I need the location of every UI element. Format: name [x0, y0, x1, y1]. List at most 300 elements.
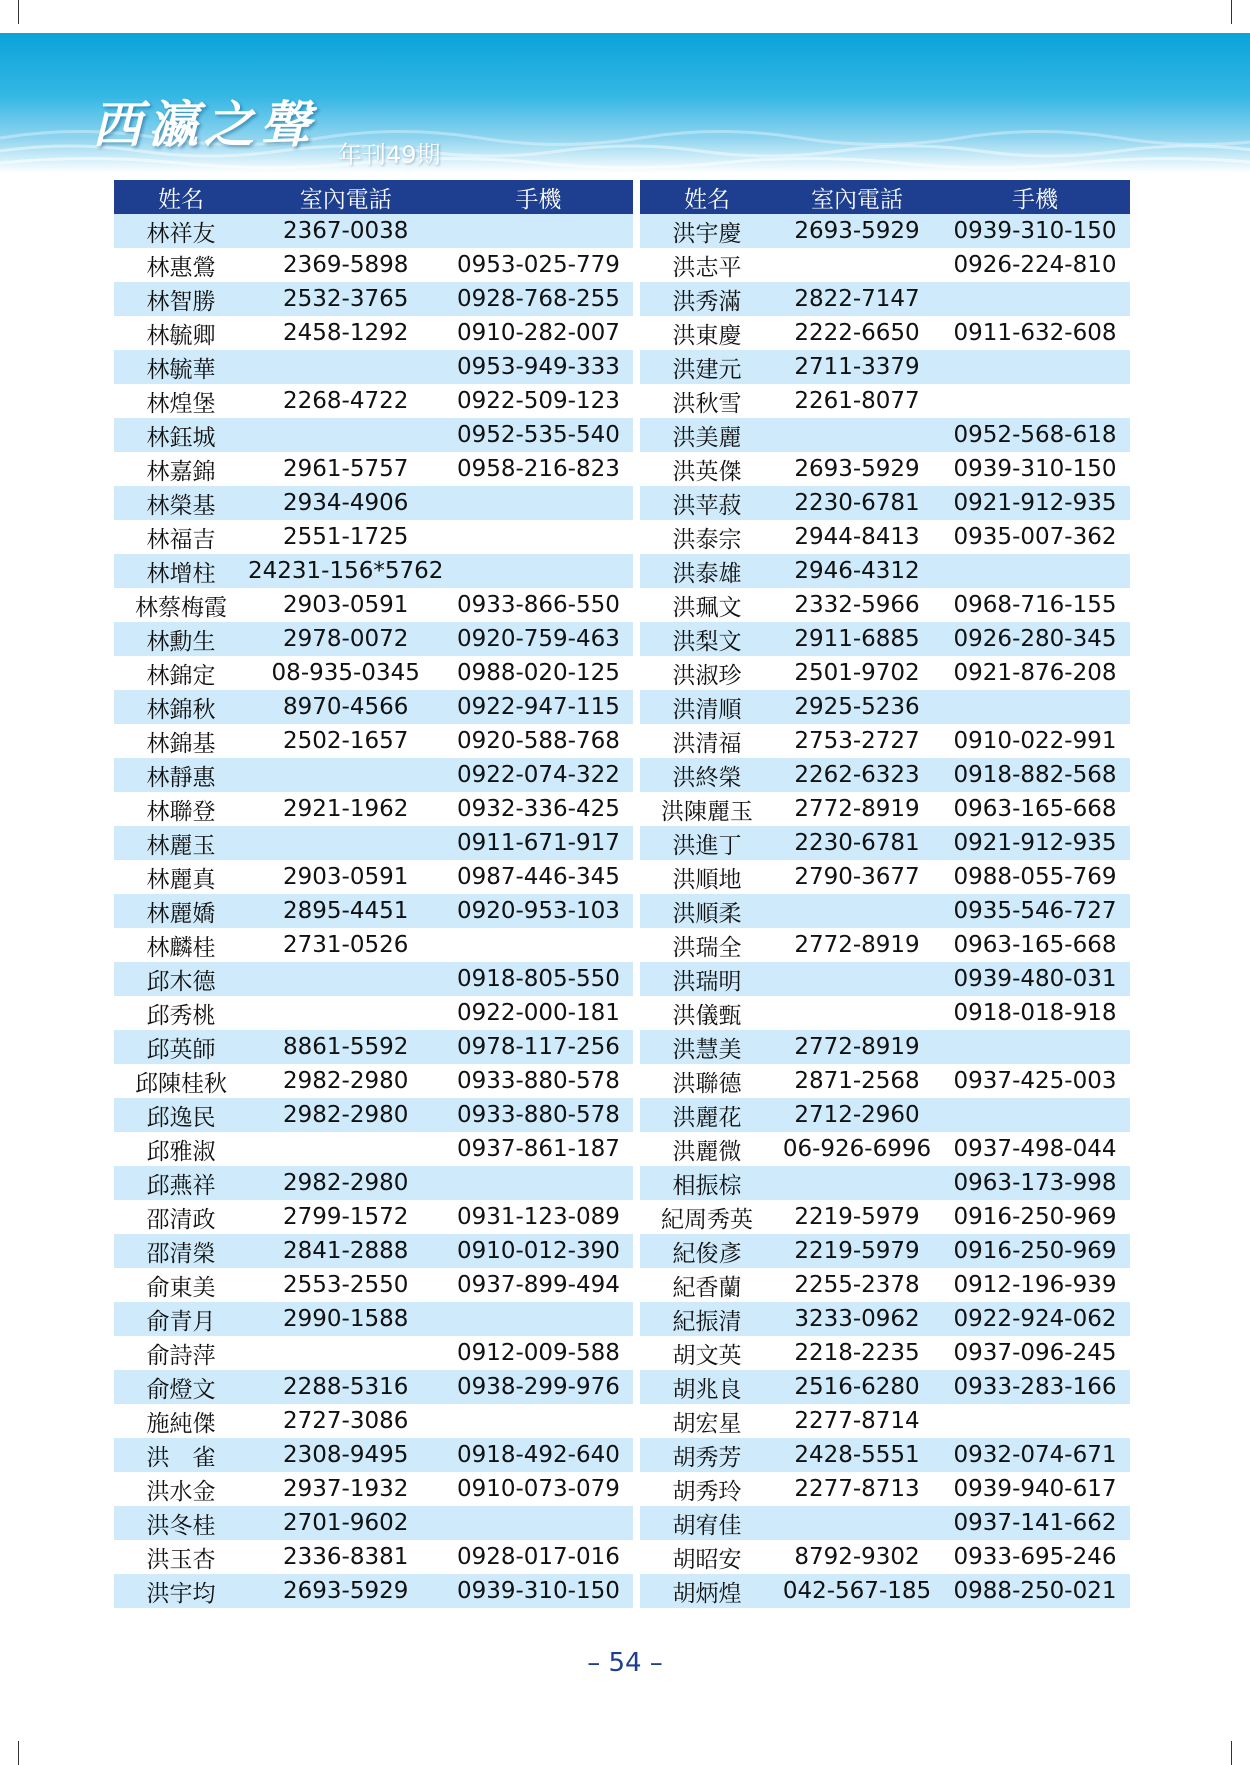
table-row	[114, 588, 633, 622]
cell-home-phone	[774, 418, 940, 452]
table-row	[640, 1268, 1130, 1302]
cell-home-phone	[248, 350, 443, 384]
cell-name: 林增柱	[114, 554, 248, 588]
cell-name: 俞青月	[114, 1302, 248, 1336]
cell-mobile: 0916-250-969	[940, 1234, 1130, 1268]
cell-home-phone: 2277-8713	[774, 1472, 940, 1506]
cell-name: 林蔡梅霞	[114, 588, 248, 622]
cell-name: 邱陳桂秋	[114, 1064, 248, 1098]
cell-mobile: 0988-055-769	[940, 860, 1130, 894]
table-row	[114, 860, 633, 894]
cell-name: 林毓華	[114, 350, 248, 384]
cell-name: 邱英師	[114, 1030, 248, 1064]
cell-mobile: 0928-017-016	[443, 1540, 633, 1574]
cell-mobile: 0963-165-668	[940, 928, 1130, 962]
table-row	[114, 1438, 633, 1472]
cell-name: 洪冬桂	[114, 1506, 248, 1540]
cell-mobile: 0911-671-917	[443, 826, 633, 860]
cell-home-phone: 2772-8919	[774, 792, 940, 826]
cell-home-phone: 2219-5979	[774, 1200, 940, 1234]
crop-mark	[18, 0, 19, 24]
table-row	[640, 1234, 1130, 1268]
table-row	[114, 1506, 633, 1540]
cell-name: 林煌堡	[114, 384, 248, 418]
table-row	[114, 248, 633, 282]
cell-name: 洪聯德	[640, 1064, 774, 1098]
directory-table-left	[114, 180, 633, 1608]
table-row	[114, 1064, 633, 1098]
cell-name: 林毓卿	[114, 316, 248, 350]
cell-mobile	[443, 1404, 633, 1438]
table-header-row	[114, 180, 633, 214]
cell-mobile: 0926-224-810	[940, 248, 1130, 282]
cell-name: 洪泰雄	[640, 554, 774, 588]
cell-name: 洪泰宗	[640, 520, 774, 554]
cell-mobile: 0922-947-115	[443, 690, 633, 724]
cell-mobile: 0918-018-918	[940, 996, 1130, 1030]
cell-name: 林惠鶯	[114, 248, 248, 282]
cell-name: 洪麗微	[640, 1132, 774, 1166]
cell-name: 洪瑞明	[640, 962, 774, 996]
cell-home-phone	[774, 1166, 940, 1200]
table-row	[114, 1336, 633, 1370]
cell-home-phone: 2990-1588	[248, 1302, 443, 1336]
cell-mobile: 0911-632-608	[940, 316, 1130, 350]
cell-mobile: 0928-768-255	[443, 282, 633, 316]
cell-name: 洪淑珍	[640, 656, 774, 690]
cell-name: 洪志平	[640, 248, 774, 282]
cell-name: 洪麗花	[640, 1098, 774, 1132]
cell-mobile: 0912-196-939	[940, 1268, 1130, 1302]
cell-name: 胡文英	[640, 1336, 774, 1370]
cell-mobile: 0910-022-991	[940, 724, 1130, 758]
cell-name: 洪秋雪	[640, 384, 774, 418]
cell-name: 林錦秋	[114, 690, 248, 724]
table-row	[114, 1132, 633, 1166]
cell-mobile: 0933-866-550	[443, 588, 633, 622]
cell-mobile	[940, 384, 1130, 418]
cell-home-phone	[248, 962, 443, 996]
cell-home-phone: 2961-5757	[248, 452, 443, 486]
cell-name: 林勳生	[114, 622, 248, 656]
cell-mobile: 0933-880-578	[443, 1064, 633, 1098]
table-row	[640, 350, 1130, 384]
table-row	[114, 384, 633, 418]
cell-mobile: 0939-310-150	[940, 452, 1130, 486]
cell-home-phone: 2982-2980	[248, 1166, 443, 1200]
cell-mobile: 0939-940-617	[940, 1472, 1130, 1506]
cell-home-phone: 3233-0962	[774, 1302, 940, 1336]
cell-name: 林麗真	[114, 860, 248, 894]
table-row	[640, 1574, 1130, 1608]
table-row	[114, 826, 633, 860]
table-row	[640, 928, 1130, 962]
cell-home-phone: 2532-3765	[248, 282, 443, 316]
cell-home-phone: 2516-6280	[774, 1370, 940, 1404]
cell-home-phone	[248, 418, 443, 452]
table-row	[640, 588, 1130, 622]
table-row	[640, 894, 1130, 928]
cell-mobile: 0958-216-823	[443, 452, 633, 486]
cell-home-phone: 2841-2888	[248, 1234, 443, 1268]
cell-mobile: 0932-074-671	[940, 1438, 1130, 1472]
column-header-name: 姓名	[640, 180, 774, 214]
cell-name: 洪英傑	[640, 452, 774, 486]
cell-mobile: 0910-073-079	[443, 1472, 633, 1506]
cell-home-phone	[248, 826, 443, 860]
cell-mobile: 0922-509-123	[443, 384, 633, 418]
cell-name: 林祥友	[114, 214, 248, 248]
table-row	[114, 928, 633, 962]
cell-name: 洪陳麗玉	[640, 792, 774, 826]
table-row	[114, 452, 633, 486]
column-header-name: 姓名	[114, 180, 248, 214]
cell-mobile: 0910-012-390	[443, 1234, 633, 1268]
table-row	[640, 860, 1130, 894]
cell-home-phone: 2277-8714	[774, 1404, 940, 1438]
cell-mobile: 0922-924-062	[940, 1302, 1130, 1336]
cell-home-phone: 2727-3086	[248, 1404, 443, 1438]
table-row	[640, 316, 1130, 350]
cell-home-phone: 2268-4722	[248, 384, 443, 418]
table-body	[114, 214, 633, 1608]
cell-name: 洪進丁	[640, 826, 774, 860]
cell-name: 俞東美	[114, 1268, 248, 1302]
cell-mobile: 0937-899-494	[443, 1268, 633, 1302]
cell-name: 洪玉杏	[114, 1540, 248, 1574]
cell-home-phone: 2946-4312	[774, 554, 940, 588]
cell-home-phone: 2903-0591	[248, 588, 443, 622]
cell-home-phone: 2937-1932	[248, 1472, 443, 1506]
cell-home-phone	[774, 1506, 940, 1540]
table-row	[640, 282, 1130, 316]
cell-name: 林麟桂	[114, 928, 248, 962]
table-row	[114, 1200, 633, 1234]
cell-mobile: 0953-025-779	[443, 248, 633, 282]
cell-mobile: 0933-880-578	[443, 1098, 633, 1132]
cell-home-phone: 2218-2235	[774, 1336, 940, 1370]
table-row	[640, 1132, 1130, 1166]
cell-mobile: 0988-250-021	[940, 1574, 1130, 1608]
table-row	[640, 1098, 1130, 1132]
cell-home-phone: 2701-9602	[248, 1506, 443, 1540]
column-header-mobile: 手機	[443, 180, 633, 214]
cell-mobile: 0939-310-150	[443, 1574, 633, 1608]
cell-mobile: 0963-165-668	[940, 792, 1130, 826]
cell-home-phone	[248, 758, 443, 792]
cell-name: 相振棕	[640, 1166, 774, 1200]
cell-name: 林聯登	[114, 792, 248, 826]
cell-name: 紀振清	[640, 1302, 774, 1336]
cell-home-phone: 2336-8381	[248, 1540, 443, 1574]
page-number: – 54 –	[587, 1648, 663, 1678]
cell-home-phone: 2551-1725	[248, 520, 443, 554]
cell-mobile: 0912-009-588	[443, 1336, 633, 1370]
cell-home-phone: 2925-5236	[774, 690, 940, 724]
cell-name: 洪苹菽	[640, 486, 774, 520]
cell-home-phone: 2944-8413	[774, 520, 940, 554]
crop-mark	[1231, 0, 1232, 24]
cell-name: 洪 雀	[114, 1438, 248, 1472]
cell-name: 洪水金	[114, 1472, 248, 1506]
cell-mobile: 0938-299-976	[443, 1370, 633, 1404]
cell-home-phone: 2903-0591	[248, 860, 443, 894]
cell-home-phone: 2911-6885	[774, 622, 940, 656]
cell-mobile: 0939-480-031	[940, 962, 1130, 996]
table-row	[640, 656, 1130, 690]
table-row	[640, 1540, 1130, 1574]
cell-name: 洪順柔	[640, 894, 774, 928]
cell-name: 俞詩萍	[114, 1336, 248, 1370]
cell-home-phone: 2262-6323	[774, 758, 940, 792]
cell-mobile: 0921-912-935	[940, 826, 1130, 860]
page-header	[0, 33, 1250, 173]
cell-name: 洪清福	[640, 724, 774, 758]
cell-mobile	[443, 554, 633, 588]
cell-name: 胡炳煌	[640, 1574, 774, 1608]
cell-name: 紀俊彥	[640, 1234, 774, 1268]
table-row	[640, 1370, 1130, 1404]
table-row	[640, 724, 1130, 758]
cell-home-phone: 2230-6781	[774, 826, 940, 860]
table-row	[114, 214, 633, 248]
cell-name: 施純傑	[114, 1404, 248, 1438]
cell-name: 洪秀滿	[640, 282, 774, 316]
cell-mobile: 0921-876-208	[940, 656, 1130, 690]
table-row	[640, 452, 1130, 486]
cell-home-phone: 2799-1572	[248, 1200, 443, 1234]
table-row	[640, 1472, 1130, 1506]
issue-label: 年刊49期	[338, 141, 441, 169]
cell-mobile: 0918-882-568	[940, 758, 1130, 792]
cell-mobile: 0920-759-463	[443, 622, 633, 656]
cell-mobile	[940, 1030, 1130, 1064]
column-header-mobile: 手機	[940, 180, 1130, 214]
cell-name: 林靜惠	[114, 758, 248, 792]
cell-mobile	[443, 486, 633, 520]
table-row	[114, 724, 633, 758]
cell-mobile: 0933-283-166	[940, 1370, 1130, 1404]
table-row	[114, 1098, 633, 1132]
cell-mobile	[443, 1302, 633, 1336]
cell-name: 洪宇均	[114, 1574, 248, 1608]
cell-home-phone: 8792-9302	[774, 1540, 940, 1574]
cell-mobile: 0939-310-150	[940, 214, 1130, 248]
cell-home-phone: 2230-6781	[774, 486, 940, 520]
cell-name: 林錦定	[114, 656, 248, 690]
cell-name: 洪順地	[640, 860, 774, 894]
cell-mobile: 0910-282-007	[443, 316, 633, 350]
table-row	[114, 622, 633, 656]
cell-name: 林麗玉	[114, 826, 248, 860]
table-row	[114, 418, 633, 452]
cell-home-phone: 2731-0526	[248, 928, 443, 962]
cell-home-phone: 2822-7147	[774, 282, 940, 316]
table-row	[114, 1268, 633, 1302]
table-row	[114, 996, 633, 1030]
cell-mobile	[940, 350, 1130, 384]
cell-name: 洪宇慶	[640, 214, 774, 248]
table-header-row	[640, 180, 1130, 214]
cell-home-phone: 2693-5929	[774, 214, 940, 248]
table-row	[640, 826, 1130, 860]
table-row	[114, 1166, 633, 1200]
cell-name: 邱秀桃	[114, 996, 248, 1030]
table-row	[114, 1540, 633, 1574]
cell-name: 林錦基	[114, 724, 248, 758]
table-row	[640, 1064, 1130, 1098]
table-body	[640, 214, 1130, 1608]
cell-home-phone	[248, 1336, 443, 1370]
table-row	[640, 996, 1130, 1030]
cell-mobile	[940, 1098, 1130, 1132]
cell-mobile: 0937-425-003	[940, 1064, 1130, 1098]
cell-home-phone: 8970-4566	[248, 690, 443, 724]
table-row	[640, 418, 1130, 452]
table-row	[640, 1200, 1130, 1234]
cell-home-phone	[774, 894, 940, 928]
cell-name: 洪儀甄	[640, 996, 774, 1030]
cell-home-phone: 2428-5551	[774, 1438, 940, 1472]
cell-mobile: 0916-250-969	[940, 1200, 1130, 1234]
cell-home-phone: 2921-1962	[248, 792, 443, 826]
cell-name: 邵清政	[114, 1200, 248, 1234]
cell-mobile: 0952-568-618	[940, 418, 1130, 452]
table-row	[114, 962, 633, 996]
table-row	[114, 1030, 633, 1064]
table-row	[114, 1234, 633, 1268]
table-row	[640, 486, 1130, 520]
table-row	[114, 520, 633, 554]
cell-mobile	[940, 282, 1130, 316]
cell-name: 洪東慶	[640, 316, 774, 350]
cell-home-phone	[774, 962, 940, 996]
cell-name: 林鈺城	[114, 418, 248, 452]
cell-home-phone: 2978-0072	[248, 622, 443, 656]
table-row	[640, 1302, 1130, 1336]
cell-home-phone: 06-926-6996	[774, 1132, 940, 1166]
cell-name: 胡秀玲	[640, 1472, 774, 1506]
cell-home-phone: 2553-2550	[248, 1268, 443, 1302]
cell-home-phone	[248, 1132, 443, 1166]
cell-home-phone	[774, 996, 940, 1030]
cell-mobile: 0935-546-727	[940, 894, 1130, 928]
cell-name: 紀香蘭	[640, 1268, 774, 1302]
table-row	[640, 1030, 1130, 1064]
cell-mobile: 0987-446-345	[443, 860, 633, 894]
table-row	[114, 1472, 633, 1506]
cell-name: 林嘉錦	[114, 452, 248, 486]
cell-name: 邱雅淑	[114, 1132, 248, 1166]
cell-name: 邱燕祥	[114, 1166, 248, 1200]
cell-name: 胡昭安	[640, 1540, 774, 1574]
table-row	[114, 1302, 633, 1336]
cell-home-phone: 2308-9495	[248, 1438, 443, 1472]
table-row	[640, 1336, 1130, 1370]
cell-home-phone: 2895-4451	[248, 894, 443, 928]
table-row	[640, 962, 1130, 996]
cell-home-phone: 08-935-0345	[248, 656, 443, 690]
cell-home-phone: 2693-5929	[774, 452, 940, 486]
crop-mark	[18, 1741, 19, 1765]
cell-name: 胡宥佳	[640, 1506, 774, 1540]
table-row	[640, 758, 1130, 792]
cell-mobile	[940, 1404, 1130, 1438]
column-header-home-phone: 室內電話	[774, 180, 940, 214]
table-row	[114, 792, 633, 826]
cell-home-phone: 2502-1657	[248, 724, 443, 758]
cell-home-phone: 2772-8919	[774, 928, 940, 962]
cell-home-phone: 2753-2727	[774, 724, 940, 758]
cell-name: 林麗嬌	[114, 894, 248, 928]
cell-mobile: 0968-716-155	[940, 588, 1130, 622]
cell-home-phone: 2369-5898	[248, 248, 443, 282]
cell-home-phone: 2261-8077	[774, 384, 940, 418]
cell-home-phone: 8861-5592	[248, 1030, 443, 1064]
cell-name: 邱木德	[114, 962, 248, 996]
cell-name: 林榮基	[114, 486, 248, 520]
cell-mobile	[443, 928, 633, 962]
table-row	[640, 248, 1130, 282]
table-row	[114, 690, 633, 724]
table-row	[114, 1574, 633, 1608]
cell-mobile: 0937-141-662	[940, 1506, 1130, 1540]
publication-logo: 西瀛之聲	[92, 95, 316, 154]
cell-mobile: 0937-861-187	[443, 1132, 633, 1166]
cell-mobile: 0918-492-640	[443, 1438, 633, 1472]
cell-home-phone: 2693-5929	[248, 1574, 443, 1608]
cell-home-phone: 24231-156*5762	[248, 554, 443, 588]
table-row	[640, 1404, 1130, 1438]
cell-home-phone: 2711-3379	[774, 350, 940, 384]
cell-home-phone: 2982-2980	[248, 1098, 443, 1132]
cell-mobile: 0953-949-333	[443, 350, 633, 384]
cell-name: 洪慧美	[640, 1030, 774, 1064]
cell-name: 紀周秀英	[640, 1200, 774, 1234]
cell-home-phone: 2982-2980	[248, 1064, 443, 1098]
table-row	[114, 758, 633, 792]
table-row	[640, 690, 1130, 724]
table-row	[640, 520, 1130, 554]
cell-name: 胡兆良	[640, 1370, 774, 1404]
cell-home-phone: 2222-6650	[774, 316, 940, 350]
cell-mobile: 0937-498-044	[940, 1132, 1130, 1166]
cell-name: 洪終榮	[640, 758, 774, 792]
cell-mobile: 0921-912-935	[940, 486, 1130, 520]
cell-name: 洪瑞全	[640, 928, 774, 962]
crop-mark	[1231, 1741, 1232, 1765]
cell-name: 洪珮文	[640, 588, 774, 622]
cell-mobile	[443, 214, 633, 248]
cell-home-phone: 2255-2378	[774, 1268, 940, 1302]
cell-home-phone: 2219-5979	[774, 1234, 940, 1268]
table-row	[640, 214, 1130, 248]
table-row	[114, 894, 633, 928]
cell-home-phone: 2790-3677	[774, 860, 940, 894]
cell-home-phone: 2712-2960	[774, 1098, 940, 1132]
cell-name: 洪美麗	[640, 418, 774, 452]
cell-name: 胡宏星	[640, 1404, 774, 1438]
cell-home-phone: 2458-1292	[248, 316, 443, 350]
cell-home-phone: 2501-9702	[774, 656, 940, 690]
cell-mobile	[443, 1506, 633, 1540]
cell-name: 邱逸民	[114, 1098, 248, 1132]
cell-mobile: 0933-695-246	[940, 1540, 1130, 1574]
cell-name: 林福吉	[114, 520, 248, 554]
table-row	[114, 1404, 633, 1438]
column-header-home-phone: 室內電話	[248, 180, 443, 214]
table-row	[640, 792, 1130, 826]
